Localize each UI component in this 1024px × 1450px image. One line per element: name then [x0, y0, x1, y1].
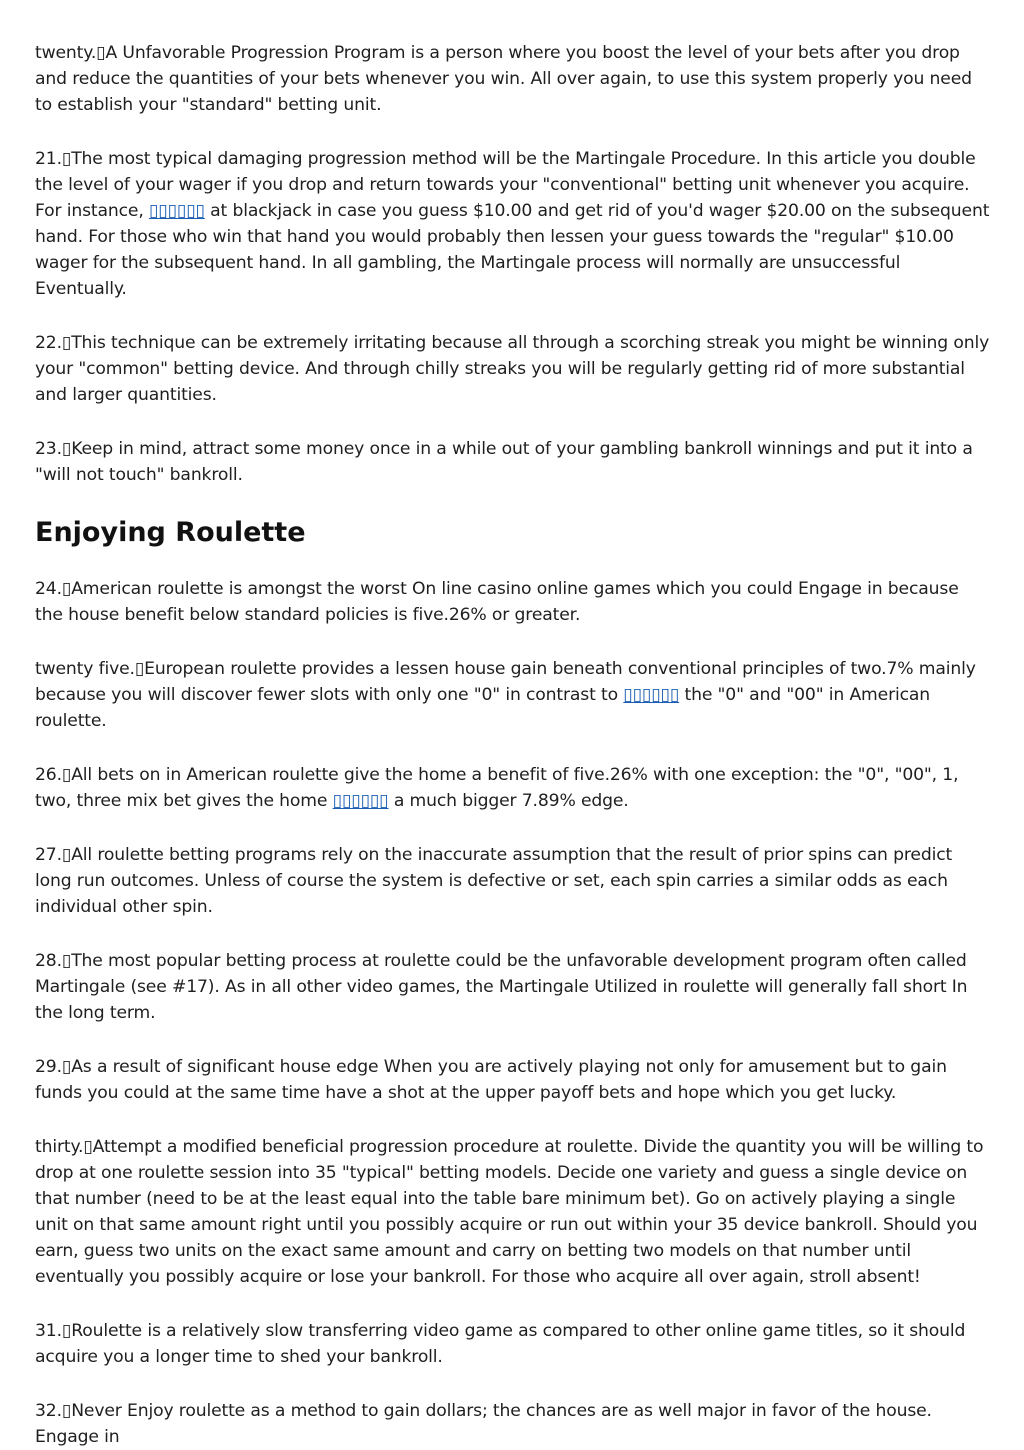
paragraph-31 — [35, 1318, 990, 1370]
paragraph-text: bets on in American roulette give the home a benefit of five.26% with one exception: the "0", "00", 1, two, three mix bet gives the home — [35, 765, 959, 811]
paragraph-24 — [35, 576, 990, 628]
paragraph-text: Unfavorable Progression Program is a person where you boost the level of your bets after you drop and reduce the quantities of your bets whenever you win. All over again, to use this system properly you need to establish your "standard" betting unit. — [35, 43, 972, 115]
paragraph-28 — [35, 948, 990, 1026]
item-number: 29.▯As — [35, 1057, 92, 1077]
section-heading: Enjoying Roulette — [35, 517, 306, 548]
paragraph-text: most typical damaging progression method will be the Martingale Procedure. In this article you double the level of your wager if you drop and return towards your "conventional" betting unit whenever you acquire. For instance, — [35, 149, 976, 221]
item-number: thirty.▯Attempt — [35, 1137, 162, 1157]
item-number: 26.▯All — [35, 765, 93, 785]
item-number: twenty.▯A — [35, 43, 118, 63]
item-number: 23.▯Keep — [35, 439, 114, 459]
paragraph-text: most popular betting process at roulette could be the unfavorable development program often called Martingale (see #17). As in all other video games, the Martingale Utilized in roulette will generally fall short In the long term. — [35, 951, 968, 1023]
paragraph-20 — [35, 40, 990, 118]
paragraph-text: at blackjack in case you guess $10.00 and get rid of you'd wager $20.00 on the subsequent hand. For those who win that hand you would probably then lessen your guess towards the "regular" $10.00 wager for the subsequent hand. In all gambling, the Martingale process will normally are unsuccessful Eventually. — [35, 201, 990, 299]
item-number: 22.▯This — [35, 333, 106, 353]
paragraph-text: roulette is amongst the worst On line casino online games which you could Engage in because the house benefit below standard policies is five.26% or greater. — [35, 579, 959, 625]
item-number: twenty five.▯European — [35, 659, 225, 679]
item-number: 21.▯The — [35, 149, 103, 169]
paragraph-26 — [35, 762, 990, 814]
paragraph-25 — [35, 656, 990, 734]
paragraph-text: is a relatively slow transferring video game as compared to other online game titles, so it should acquire you a longer time to shed your bankroll. — [35, 1321, 966, 1367]
inline-link[interactable]: ▯▯▯▯▯▯ — [148, 201, 205, 221]
paragraph-23 — [35, 436, 990, 488]
item-number: 28.▯The — [35, 951, 103, 971]
inline-link[interactable]: ▯▯▯▯▯▯ — [332, 791, 389, 811]
paragraph-32 — [35, 1398, 990, 1450]
item-number: 32.▯Never — [35, 1401, 122, 1421]
inline-link[interactable]: ▯▯▯▯▯▯ — [623, 685, 680, 705]
paragraph-22 — [35, 330, 990, 408]
paragraph-text: technique can be extremely irritating because all through a scorching streak you might be winning only your "common" betting device. And through chilly streaks you will be regularly getting rid of more substantial and larger quantities. — [35, 333, 990, 405]
item-number: 31.▯Roulette — [35, 1321, 142, 1341]
paragraph-text: roulette betting programs rely on the inaccurate assumption that the result of prior spins can predict long run outcomes. Unless of course the system is defective or set, each spin carries a similar odds as each individual other spin. — [35, 845, 953, 917]
paragraph-text: a result of significant house edge When you are actively playing not only for amusement but to gain funds you could at the same time have a shot at the upper payoff bets and hope which you get lucky. — [35, 1057, 947, 1103]
paragraph-29 — [35, 1054, 990, 1106]
paragraph-text: Enjoy roulette as a method to gain dollars; the chances are as well major in favor of the house. Engage in — [35, 1401, 932, 1447]
paragraph-text: the "0" and "00" in American roulette. — [35, 685, 931, 731]
paragraph-21 — [35, 146, 990, 302]
item-number: 24.▯American — [35, 579, 152, 599]
paragraph-27 — [35, 842, 990, 920]
paragraph-text: roulette provides a lessen house gain beneath conventional principles of two.7% mainly because you will discover fewer slots with only one "0" in contrast to — [35, 659, 976, 705]
paragraph-text: a modified beneficial progression procedure at roulette. Divide the quantity you will be willing to drop at one roulette session into 35 "typical" betting models. Decide one variety and guess a single device on that number (need to be at the least equal into the table bare minimum bet). Go on actively playing a single unit on that same amount right until you possibly acquire or run out within your 35 device bankroll. Should you earn, guess two units on the exact same amount and carry on betting two models on that number until eventually you possibly acquire or lose your bankroll. For those who acquire all over again, stroll absent! — [35, 1137, 984, 1287]
paragraph-text: in mind, attract some money once in a while out of your gambling bankroll winnings and put it into a "will not touch" bankroll. — [35, 439, 973, 485]
paragraph-30 — [35, 1134, 990, 1290]
paragraph-text: a much bigger 7.89% edge. — [393, 791, 629, 811]
item-number: 27.▯All — [35, 845, 93, 865]
